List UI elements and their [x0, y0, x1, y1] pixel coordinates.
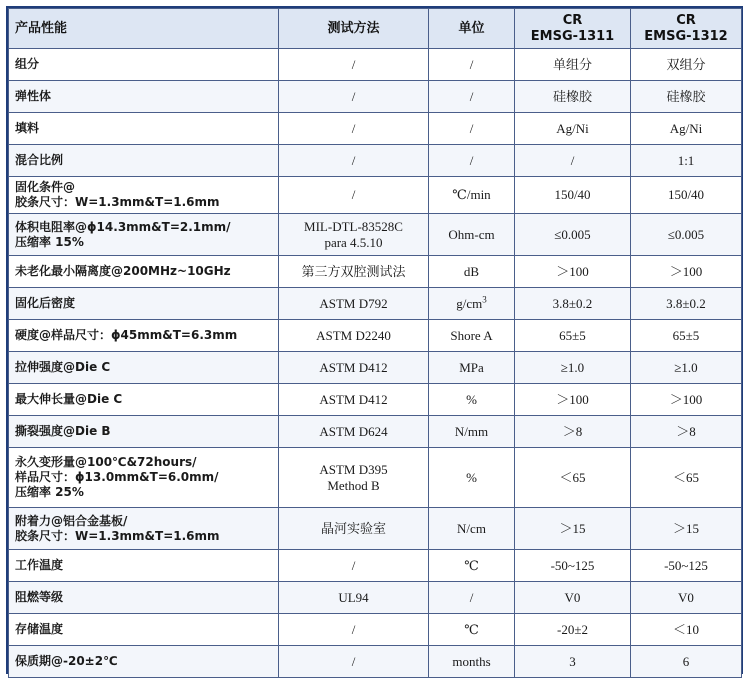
- value-emsg-1311: -50~125: [515, 550, 631, 582]
- unit-cell: ℃: [429, 614, 515, 646]
- value-emsg-1311: ＞8: [515, 416, 631, 448]
- unit-cell: Ohm-cm: [429, 214, 515, 256]
- header-product-1311: [515, 9, 631, 49]
- table-row: [9, 214, 742, 256]
- test-method-line: /: [351, 88, 356, 104]
- property-line: 固化条件@: [15, 180, 76, 194]
- test-method-line: ASTM D792: [319, 295, 388, 311]
- test-method-line: ASTM D412: [319, 359, 388, 375]
- value-emsg-1311: 65±5: [515, 320, 631, 352]
- test-method-cell: [279, 448, 429, 508]
- value-emsg-1311: ≥1.0: [515, 352, 631, 384]
- table-row: [9, 81, 742, 113]
- table-row: [9, 256, 742, 288]
- property-line: 工作温度: [15, 558, 64, 572]
- property-line: 存储温度: [15, 622, 64, 636]
- value-emsg-1311: 3.8±0.2: [515, 288, 631, 320]
- value-emsg-1312: -50~125: [631, 550, 742, 582]
- property-line: 样品尺寸：ϕ13.0mm&T=6.0mm/: [15, 470, 219, 484]
- value-emsg-1312: 3.8±0.2: [631, 288, 742, 320]
- test-method-line: Method B: [327, 477, 380, 493]
- value-emsg-1312: ＞15: [631, 508, 742, 550]
- property-cell: [9, 145, 279, 177]
- property-line: 胶条尺寸：W=1.3mm&T=1.6mm: [15, 528, 220, 543]
- test-method-cell: [279, 416, 429, 448]
- table-row: [9, 416, 742, 448]
- property-line: 保质期@-20±2℃: [15, 654, 118, 668]
- table-row: [9, 145, 742, 177]
- header-product-1311-line1: CR: [562, 12, 583, 28]
- test-method-cell: [279, 288, 429, 320]
- property-line: 体积电阻率@ϕ14.3mm&T=2.1mm/: [15, 219, 231, 234]
- property-line: 固化后密度: [15, 296, 76, 310]
- value-emsg-1311: ＞15: [515, 508, 631, 550]
- property-line: 附着力@铝合金基板/: [15, 513, 128, 528]
- value-emsg-1312: ≤0.005: [631, 214, 742, 256]
- unit-cell: ℃/min: [429, 177, 515, 214]
- property-cell: [9, 646, 279, 678]
- value-emsg-1312: ≥1.0: [631, 352, 742, 384]
- value-emsg-1311: 单组分: [515, 49, 631, 81]
- table-row: [9, 384, 742, 416]
- spec-table-container: [6, 6, 743, 674]
- value-emsg-1311: ≤0.005: [515, 214, 631, 256]
- value-emsg-1311: -20±2: [515, 614, 631, 646]
- table-row: [9, 352, 742, 384]
- table-row: [9, 448, 742, 508]
- table-row: [9, 508, 742, 550]
- value-emsg-1312: 65±5: [631, 320, 742, 352]
- table-row: [9, 177, 742, 214]
- property-cell: [9, 320, 279, 352]
- unit-cell: /: [429, 113, 515, 145]
- test-method-line: MIL-DTL-83528C: [304, 218, 403, 234]
- unit-cell: N/mm: [429, 416, 515, 448]
- property-line: 填料: [15, 121, 40, 135]
- test-method-cell: [279, 614, 429, 646]
- value-emsg-1312: Ag/Ni: [631, 113, 742, 145]
- test-method-line: /: [351, 187, 356, 202]
- unit-cell: /: [429, 49, 515, 81]
- value-emsg-1312: V0: [631, 582, 742, 614]
- test-method-cell: [279, 214, 429, 256]
- header-product-1312-line2: EMSG-1312: [644, 28, 728, 44]
- value-emsg-1312: ＞8: [631, 416, 742, 448]
- test-method-line: /: [351, 557, 356, 573]
- property-line: 撕裂强度@Die B: [15, 424, 111, 438]
- header-property: 产品性能: [9, 9, 279, 49]
- table-row: [9, 582, 742, 614]
- property-line: 最大伸长量@Die C: [15, 392, 123, 406]
- table-row: [9, 320, 742, 352]
- test-method-line: /: [351, 653, 356, 669]
- property-cell: [9, 81, 279, 113]
- header-unit: 单位: [429, 9, 515, 49]
- header-row: [9, 9, 742, 49]
- test-method-cell: [279, 145, 429, 177]
- property-line: 弹性体: [15, 89, 52, 103]
- unit-cell: MPa: [429, 352, 515, 384]
- table-row: [9, 646, 742, 678]
- property-line: 未老化最小隔离度@200MHz~10GHz: [15, 264, 231, 278]
- property-line: 硬度@样品尺寸：ϕ45mm&T=6.3mm: [15, 328, 238, 342]
- test-method-line: ASTM D2240: [316, 327, 391, 343]
- value-emsg-1312: 150/40: [631, 177, 742, 214]
- test-method-cell: [279, 646, 429, 678]
- value-emsg-1311: /: [515, 145, 631, 177]
- unit-cell: $g/cm^3$: [429, 288, 515, 320]
- property-line: 组分: [15, 57, 40, 71]
- property-cell: [9, 352, 279, 384]
- test-method-line: ASTM D624: [319, 423, 388, 439]
- unit-cell: N/cm: [429, 508, 515, 550]
- test-method-line: 晶河实验室: [320, 520, 386, 536]
- property-cell: [9, 49, 279, 81]
- value-emsg-1311: Ag/Ni: [515, 113, 631, 145]
- property-cell: [9, 214, 279, 256]
- value-emsg-1311: ＞100: [515, 384, 631, 416]
- value-emsg-1312: 硅橡胶: [631, 81, 742, 113]
- property-cell: [9, 384, 279, 416]
- property-cell: [9, 508, 279, 550]
- test-method-cell: [279, 113, 429, 145]
- property-line: 永久变形量@100℃&72hours/: [15, 455, 197, 469]
- test-method-cell: [279, 256, 429, 288]
- test-method-cell: [279, 384, 429, 416]
- test-method-line: para 4.5.10: [324, 234, 383, 250]
- value-emsg-1311: 硅橡胶: [515, 81, 631, 113]
- test-method-cell: [279, 81, 429, 113]
- test-method-cell: [279, 508, 429, 550]
- test-method-cell: [279, 550, 429, 582]
- test-method-cell: [279, 352, 429, 384]
- unit-cell: %: [429, 448, 515, 508]
- test-method-cell: [279, 320, 429, 352]
- value-emsg-1311: 3: [515, 646, 631, 678]
- property-line: 胶条尺寸：W=1.3mm&T=1.6mm: [15, 195, 220, 209]
- property-cell: [9, 288, 279, 320]
- value-emsg-1311: ＞100: [515, 256, 631, 288]
- property-line: 阻燃等级: [15, 590, 64, 604]
- test-method-line: ASTM D412: [319, 391, 388, 407]
- unit-cell: ℃: [429, 550, 515, 582]
- header-product-1312-line1: CR: [676, 12, 696, 28]
- unit-cell: dB: [429, 256, 515, 288]
- property-cell: [9, 177, 279, 214]
- property-line: 压缩率 15%: [15, 234, 84, 249]
- unit-cell: months: [429, 646, 515, 678]
- value-emsg-1312: 双组分: [631, 49, 742, 81]
- property-cell: [9, 256, 279, 288]
- value-emsg-1311: V0: [515, 582, 631, 614]
- value-emsg-1312: ＞100: [631, 384, 742, 416]
- property-line: 混合比例: [15, 153, 64, 167]
- table-row: [9, 550, 742, 582]
- test-method-line: /: [351, 120, 356, 136]
- unit-cell: Shore A: [429, 320, 515, 352]
- spec-table-body: [9, 49, 742, 678]
- value-emsg-1312: 1:1: [631, 145, 742, 177]
- value-emsg-1311: ＜65: [515, 448, 631, 508]
- test-method-line: 第三方双腔测试法: [301, 263, 406, 279]
- unit-cell: %: [429, 384, 515, 416]
- property-line: 拉伸强度@Die C: [15, 360, 111, 374]
- unit-cell: /: [429, 582, 515, 614]
- header-product-1311-line2: EMSG-1311: [530, 28, 615, 44]
- value-emsg-1312: ＜65: [631, 448, 742, 508]
- test-method-cell: [279, 177, 429, 214]
- property-line: 压缩率 25%: [15, 485, 84, 499]
- test-method-line: UL94: [338, 589, 369, 605]
- property-cell: [9, 550, 279, 582]
- test-method-line: ASTM D395: [319, 461, 388, 477]
- test-method-line: /: [351, 621, 356, 637]
- property-cell: [9, 582, 279, 614]
- unit-cell: /: [429, 81, 515, 113]
- unit-cell: /: [429, 145, 515, 177]
- value-emsg-1312: ＞100: [631, 256, 742, 288]
- test-method-cell: [279, 49, 429, 81]
- table-row: [9, 288, 742, 320]
- property-cell: [9, 416, 279, 448]
- test-method-line: /: [351, 56, 356, 72]
- test-method-line: /: [351, 152, 356, 168]
- table-row: [9, 614, 742, 646]
- header-product-1312: [631, 9, 742, 49]
- value-emsg-1312: 6: [631, 646, 742, 678]
- header-test-method: 测试方法: [279, 9, 429, 49]
- product-spec-table: [8, 8, 742, 678]
- property-cell: [9, 113, 279, 145]
- property-cell: [9, 448, 279, 508]
- property-cell: [9, 614, 279, 646]
- table-row: [9, 49, 742, 81]
- value-emsg-1311: 150/40: [515, 177, 631, 214]
- table-row: [9, 113, 742, 145]
- test-method-cell: [279, 582, 429, 614]
- value-emsg-1312: ＜10: [631, 614, 742, 646]
